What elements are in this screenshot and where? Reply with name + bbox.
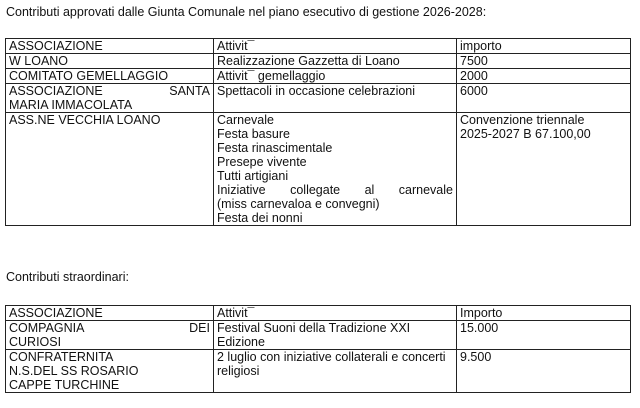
cell-activity: Festival Suoni della Tradizione XXI Edizione: [214, 321, 457, 350]
cell-amount: 9.500: [457, 350, 631, 393]
approved-contributions-table: [5, 38, 631, 226]
cell-activity: Carnevale Festa basure Festa rinascimentale Presepe vivente Tutti artigiani Iniziative collegate al carnevale (miss carnevaloa e convegni) Festa dei nonni: [214, 113, 457, 226]
cell-activity: 2 luglio con iniziative collaterali e concerti religiosi: [214, 350, 457, 393]
section-heading-extraordinary: Contributi straordinari:: [6, 270, 129, 284]
cell-amount: 7500: [457, 54, 631, 69]
extraordinary-contributions-table: [5, 305, 631, 393]
cell-amount: 2000: [457, 69, 631, 84]
header-activity: Attivit¯: [214, 39, 457, 54]
cell-association: COMPAGNIA DEI CURIOSI: [6, 321, 214, 350]
cell-association: W LOANO: [6, 54, 214, 69]
table-row: [6, 69, 631, 84]
cell-association: COMITATO GEMELLAGGIO: [6, 69, 214, 84]
cell-association: ASSOCIAZIONE SANTA MARIA IMMACOLATA: [6, 84, 214, 113]
cell-amount: Convenzione triennale 2025-2027 B 67.100,00: [457, 113, 631, 226]
table-header-row: [6, 306, 631, 321]
header-amount: Importo: [457, 306, 631, 321]
header-association: ASSOCIAZIONE: [6, 306, 214, 321]
cell-association: ASS.NE VECCHIA LOANO: [6, 113, 214, 226]
cell-activity: Realizzazione Gazzetta di Loano: [214, 54, 457, 69]
cell-activity: Attivit¯ gemellaggio: [214, 69, 457, 84]
header-association: ASSOCIAZIONE: [6, 39, 214, 54]
cell-amount: 6000: [457, 84, 631, 113]
cell-association: CONFRATERNITA N.S.DEL SS ROSARIO CAPPE TURCHINE: [6, 350, 214, 393]
cell-amount: 15.000: [457, 321, 631, 350]
table-row: [6, 84, 631, 113]
header-amount: importo: [457, 39, 631, 54]
section-heading-approved: Contributi approvati dalle Giunta Comunale nel piano esecutivo di gestione 2026-2028:: [6, 5, 487, 19]
table-header-row: [6, 39, 631, 54]
cell-activity: Spettacoli in occasione celebrazioni: [214, 84, 457, 113]
table-row: [6, 350, 631, 393]
table-row: [6, 321, 631, 350]
header-activity: Attivit¯: [214, 306, 457, 321]
table-row: [6, 54, 631, 69]
table-row: [6, 113, 631, 226]
